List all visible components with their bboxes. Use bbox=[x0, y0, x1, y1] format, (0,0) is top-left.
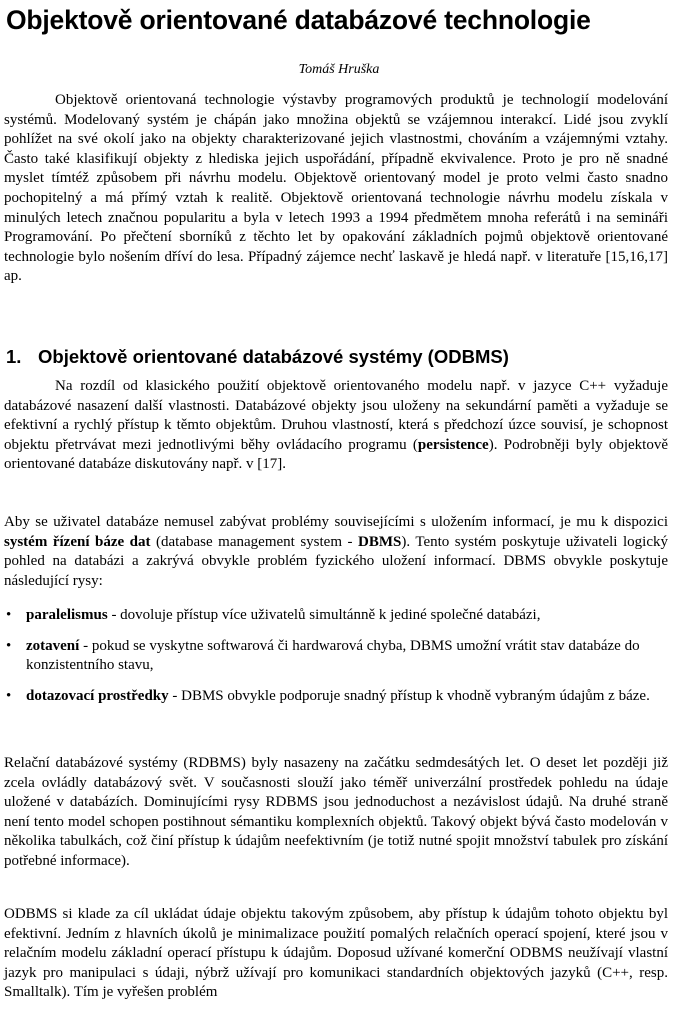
bullet-icon: • bbox=[6, 607, 12, 623]
list-item-term: zotavení bbox=[26, 637, 80, 654]
bullet-icon: • bbox=[6, 687, 12, 704]
list-item-text: - dovoluje přístup více uživatelů simultánně k jediné společné databázi, bbox=[107, 607, 541, 623]
p2-text-c: ). Tento systém poskytuje uživateli logický pohled na databázi a zakrývá obvykle problém fyzického uložení informací. DBMS obvykle poskytuje následující rysy: bbox=[4, 533, 668, 589]
list-item bbox=[4, 637, 668, 676]
dbms-term: systém řízení báze dat bbox=[4, 533, 151, 550]
list-item bbox=[4, 687, 668, 707]
persistence-term: persistence bbox=[417, 436, 489, 453]
list-item-text: - pokud se vyskytne softwarová či hardwarová chyba, DBMS umožní vrátit stav databáze do konzistentního stavu, bbox=[26, 637, 640, 674]
section-paragraph-2 bbox=[4, 513, 668, 591]
author-name: Tomáš Hruška bbox=[298, 62, 380, 77]
section-paragraph-4: ODBMS si klade za cíl ukládat údaje objektu takovým způsobem, aby přístup k údajům tohoto objektu byl efektivní. Jedním z hlavních úkolů je minimalizace použití pomalých relačních operací spojení, které jsou v relačním modelu základní operací přístupu k údajům. Doposud užívané komerční ODBMS neužívají vlastní jazyk pro manipulaci s údaji, nýbrž užívají pro komunikaci standardních objektových jazyků (C++, resp. Smalltalk). Tím je vyřešen problém bbox=[4, 906, 668, 1001]
list-item bbox=[4, 606, 668, 626]
p1-text-a: Na rozdíl od klasického použití objektově orientovaného modelu např. v jazyce C++ vyžaduje databázové nasazení další vlastnosti. Databázové objekty jsou uloženy na sekundární paměti a vyžaduje se efektivní a rychlý přístup k těmto objektům. Druhou vlastností, která s předchozí úzce souvisí, je schopnost objektu přetrvávat mezi jednotlivými běhy ovládacího programu ( bbox=[4, 378, 668, 453]
p2-text-b: (database management system - bbox=[150, 533, 359, 550]
feature-list bbox=[4, 606, 668, 717]
section-heading bbox=[6, 345, 666, 369]
section-title: Objektově orientované databázové systémy (ODBMS) bbox=[38, 346, 509, 367]
document-title: Objektově orientované databázové technologie bbox=[6, 5, 591, 35]
p2-text-a: Aby se uživatel databáze nemusel zabývat problémy souvisejícími s uložením informací, je mu k dispozici bbox=[4, 514, 668, 530]
intro-paragraph: Objektově orientovaná technologie výstavby programových produktů je technologií modelování systémů. Modelovaný systém je chápán jako množina objektů se vzájemnou interakcí. Lidé jsou zvyklí pohlížet na své okolí jako na objekty charakterizované jejich vlastnostmi, chováním a vzájemnými vztahy. Často také klasifikují objekty z hlediska jejich uspořádání, případně ekvivalence. Proto je pro ně snadné myslet tímtéž způsobem při návrhu modelu. Objektově orientovaný model je proto velmi často snadno pochopitelný a má přímý vztah k realitě. Objektově orientovaná technologie návrhu modelu získala v minulých letech značnou popularitu a byla v letech 1993 a 1994 předmětem mnoha referátů i na semináři Programování. Po přečtení sborníků z těchto let by opakování základních pojmů objektově orientované technologie bylo nošením dříví do lesa. Případný zájemce nechť laskavě je hledá např. v literatuře [15,16,17] ap. bbox=[4, 92, 668, 285]
list-item-term: paralelismus bbox=[26, 607, 108, 623]
section-paragraph-1 bbox=[4, 377, 668, 475]
list-item-text: - DBMS obvykle podporuje snadný přístup k vhodně vybraným údajům z báze. bbox=[168, 687, 650, 704]
section-number: 1. bbox=[6, 346, 22, 367]
p1-text-b: ). Podrobněji byly objektově orientované databáze diskutovány např. v [17]. bbox=[4, 436, 668, 473]
section-paragraph-3: Relační databázové systémy (RDBMS) byly nasazeny na začátku sedmdesátých let. O deset let později již zcela ovládly databázový svět. V současnosti slouží jako téměř univerzální prostředek pohledu na údaje uložené v databázích. Dominujícími rysy RDBMS jsou jednoduchost a nezávislost údajů. Na druhé straně není tento model schopen postihnout sémantiku komplexních objektů. Takový objekt bývá často modelován v několika tabulkách, což činí přístup k údajům neefektivním (je totiž nutné spojit množství tabulek pro získání potřebné informace). bbox=[4, 755, 668, 869]
list-item-term: dotazovací prostředky bbox=[26, 687, 169, 704]
bullet-icon: • bbox=[6, 637, 12, 654]
dbms-abbrev: DBMS bbox=[358, 533, 402, 550]
